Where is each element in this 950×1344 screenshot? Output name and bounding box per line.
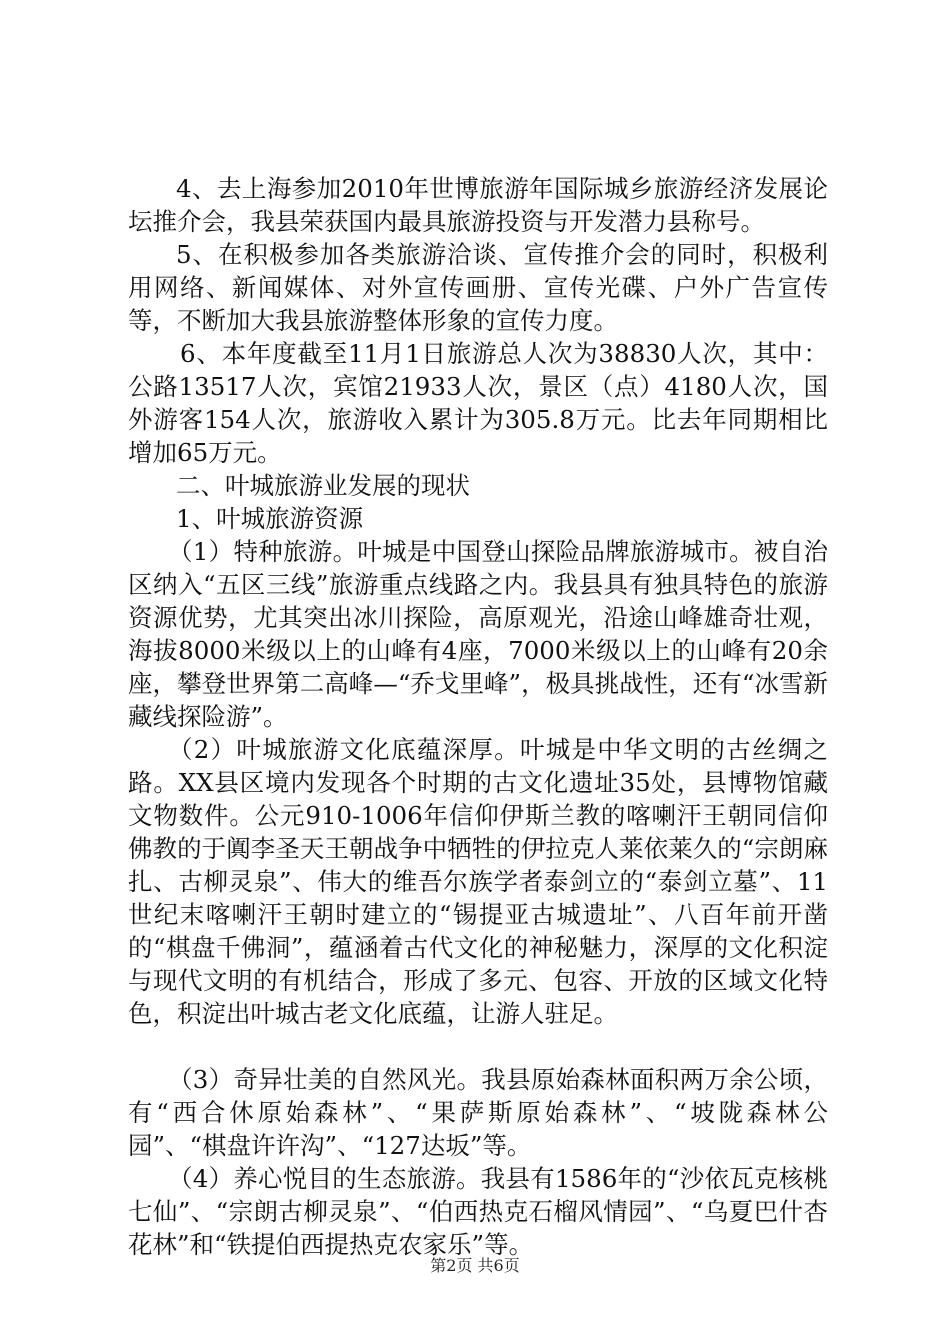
- paragraph-ecology: （4）养心悦目的生态旅游。我县有1586年的“沙依瓦克核桃七仙”、“宗朗古柳灵泉”、“伯西热克石榴风情园”、“乌夏巴什杏花林”和“铁提伯西提热克农家乐”等。: [128, 1164, 828, 1259]
- paragraph-nature: （3）奇异壮美的自然风光。我县原始森林面积两万余公顷，有“西合休原始森林”、“果萨斯原始森林”、“坡陇森林公园”、“棋盘许许沟”、“127达坂”等。: [128, 1065, 828, 1160]
- subsection-heading: 1、叶城旅游资源: [176, 504, 364, 533]
- paragraph-3: 6、本年度截至11月1日旅游总人次为38830人次，其中：公路13517人次，宾馆21933人次，景区（点）4180人次，国外游客154人次，旅游收入累计为305.8万元。比去年同期相比增加65万元。: [128, 339, 828, 467]
- document-body: [128, 172, 828, 1261]
- page-footer: 第2页 共6页: [430, 1256, 520, 1275]
- paragraph-special-tourism: （1）特种旅游。叶城是中国登山探险品牌旅游城市。被自治区纳入“五区三线”旅游重点线路之内。我县具有独具特色的旅游资源优势，尤其突出冰川探险，高原观光，沿途山峰雄奇壮观，海拔8000米级以上的山峰有4座，7000米级以上的山峰有20余座，攀登世界第二高峰—“乔戈里峰”，极具挑战性，还有“冰雪新藏线探险游”。: [128, 537, 828, 731]
- paragraph-2: 5、在积极参加各类旅游洽谈、宣传推介会的同时，积极利用网络、新闻媒体、对外宣传画册、宣传光碟、户外广告宣传等，不断加大我县旅游整体形象的宣传力度。: [128, 240, 828, 335]
- section-heading: 二、叶城旅游业发展的现状: [176, 471, 470, 500]
- paragraph-culture: （2）叶城旅游文化底蕴深厚。叶城是中华文明的古丝绸之路。XX县区境内发现各个时期的古文化遗址35处，县博物馆藏文物数件。公元910-1006年信仰伊斯兰教的喀喇汗王朝同信仰佛教的于阗李圣天王朝战争中牺牲的伊拉克人莱依莱久的“宗朗麻扎、古柳灵泉”、伟大的维吾尔族学者泰剑立的“泰剑立墓”、11世纪末喀喇汗王朝时建立的“锡提亚古城遗址”、八百年前开凿的“棋盘千佛洞”，蕴涵着古代文化的神秘魅力，深厚的文化积淀与现代文明的有机结合，形成了多元、包容、开放的区域文化特色，积淀出叶城古老文化底蕴，让游人驻足。: [128, 735, 828, 1028]
- paragraph-1: 4、去上海参加2010年世博旅游年国际城乡旅游经济发展论坛推介会，我县荣获国内最具旅游投资与开发潜力县称号。: [128, 174, 828, 236]
